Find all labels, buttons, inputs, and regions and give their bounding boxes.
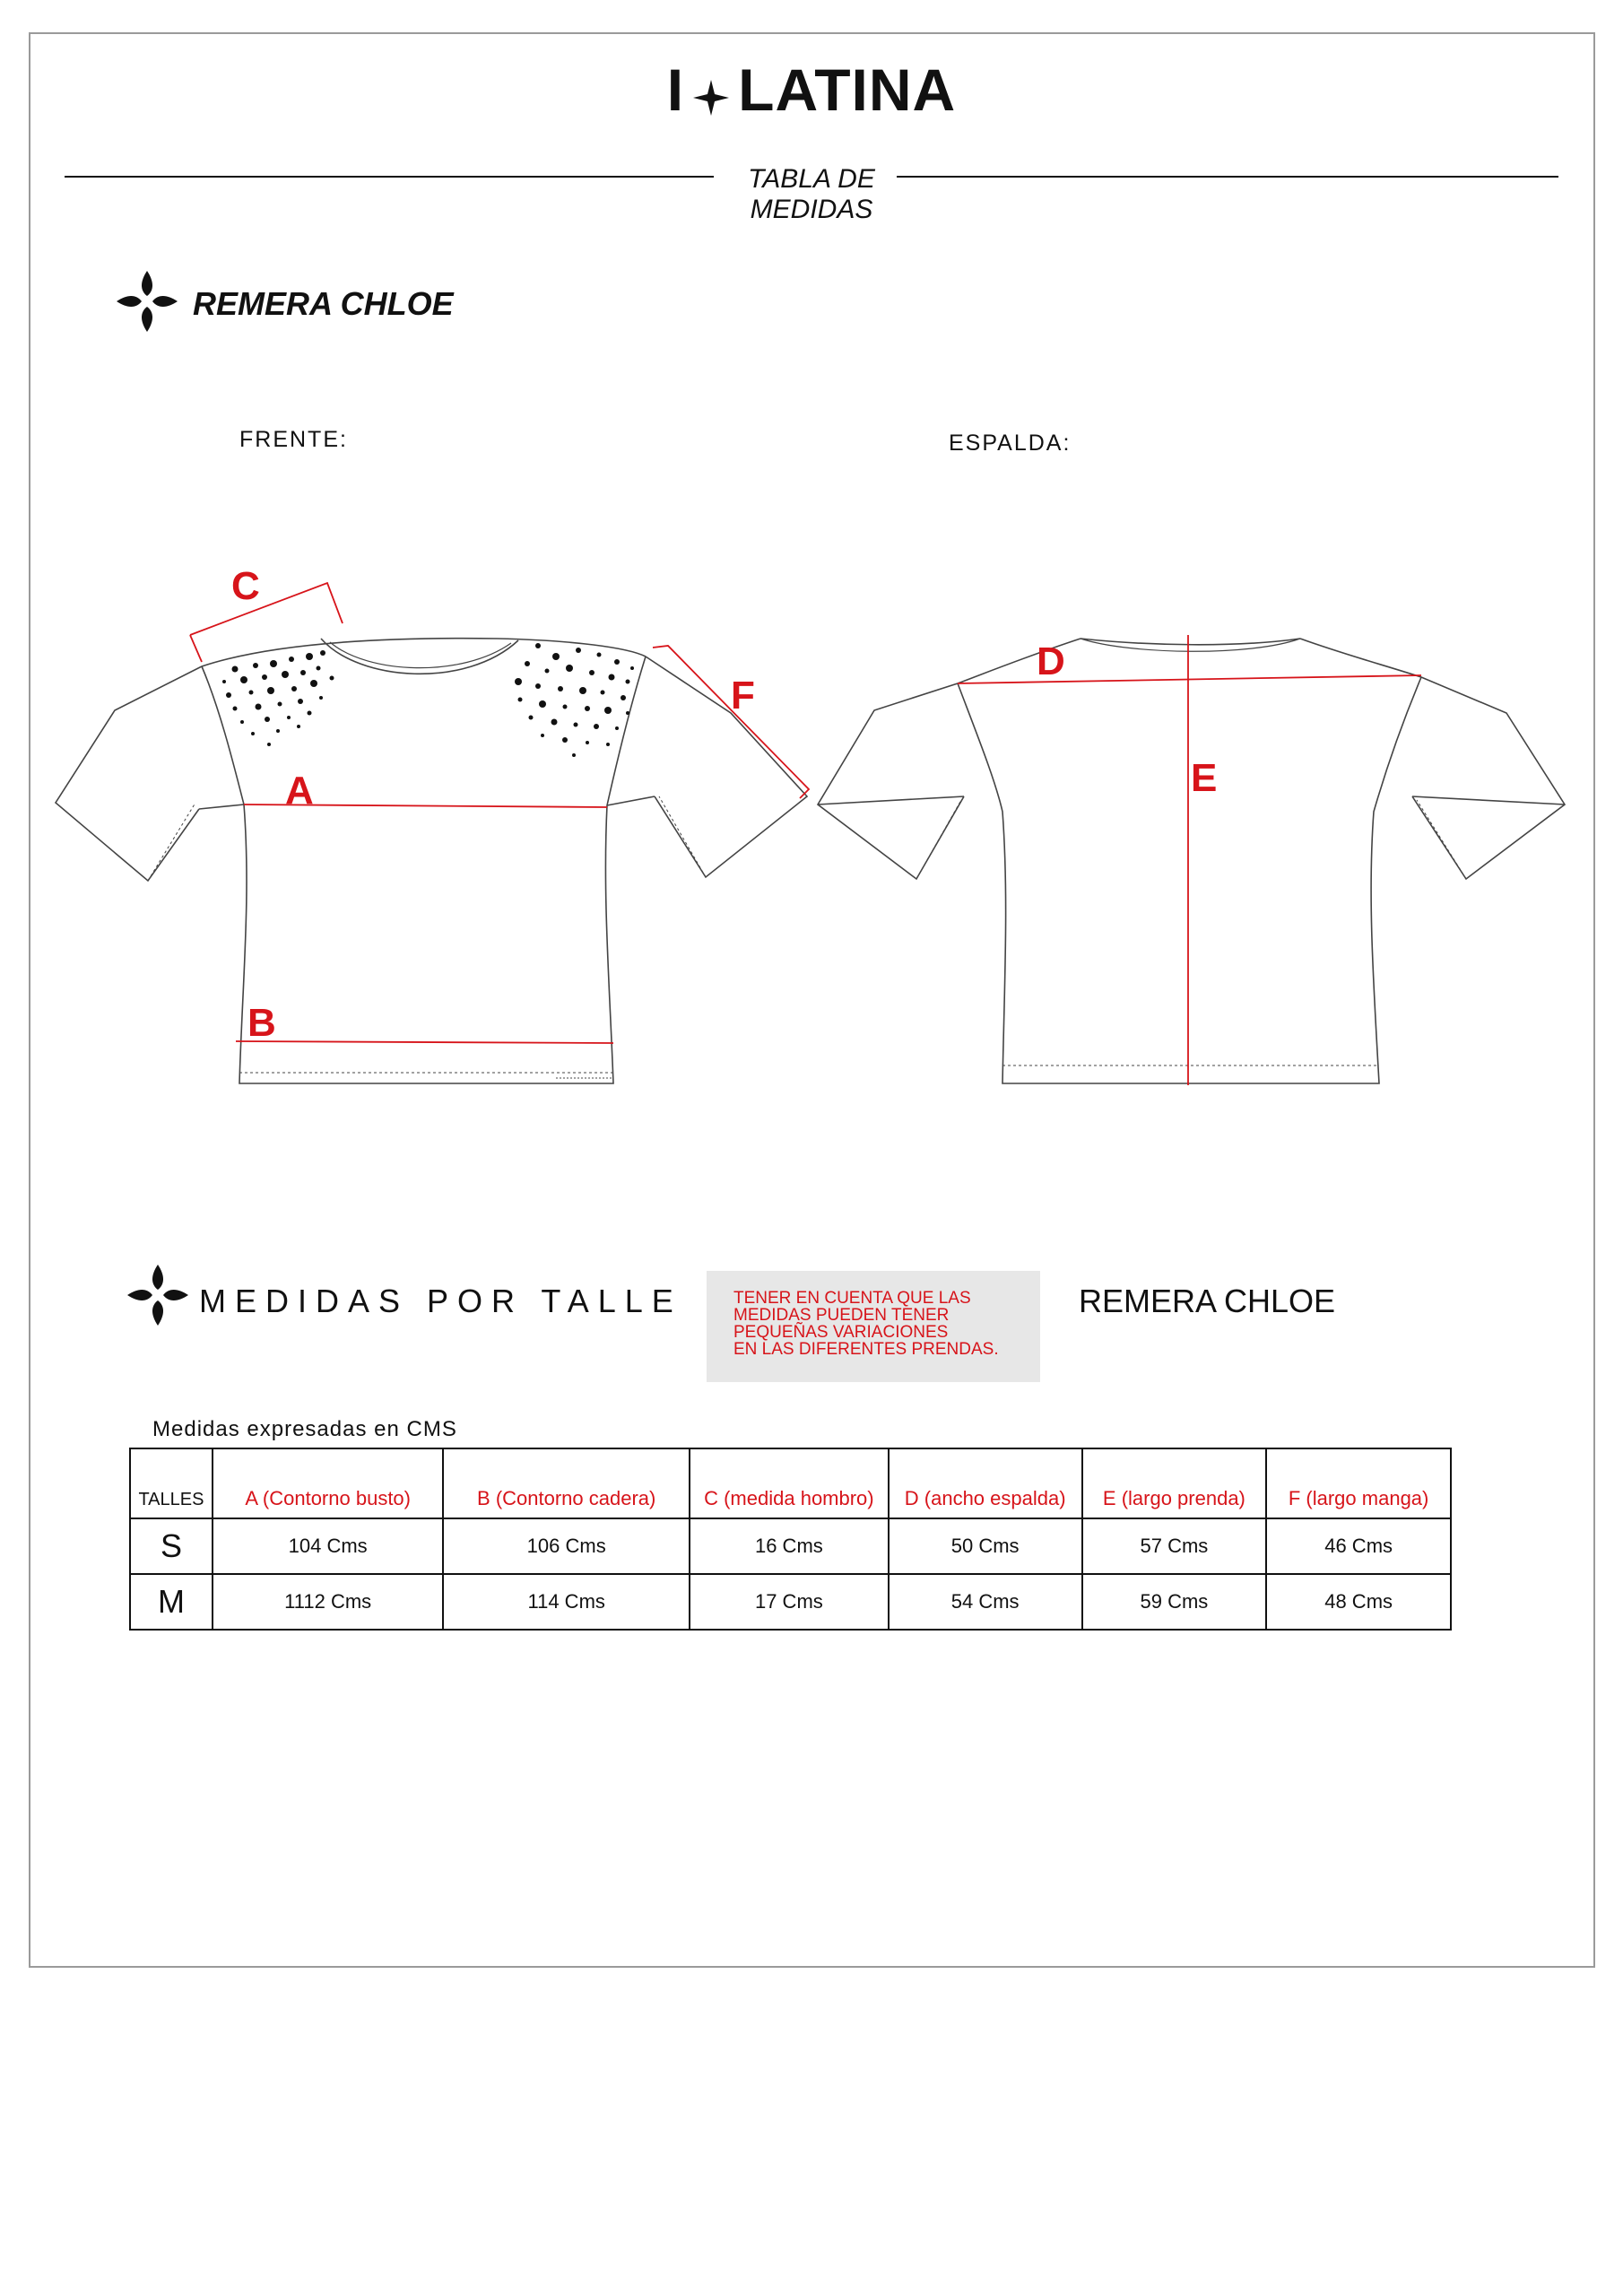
header-talles: TALLES <box>130 1448 213 1518</box>
measure-letter-a: A <box>285 769 314 813</box>
value-cell: 104 Cms <box>213 1518 444 1574</box>
value-cell: 46 Cms <box>1266 1518 1451 1574</box>
value-cell: 54 Cms <box>889 1574 1082 1630</box>
value-cell: 59 Cms <box>1082 1574 1267 1630</box>
value-cell: 57 Cms <box>1082 1518 1267 1574</box>
garment-title: REMERA CHLOE <box>193 285 454 322</box>
front-drawing <box>56 639 807 1083</box>
subtitle-line-2: MEDIDAS <box>750 195 873 224</box>
measure-letter-c: C <box>231 564 260 608</box>
note-line: EN LAS DIFERENTES PRENDAS. <box>733 1340 999 1359</box>
size-cell: S <box>130 1518 213 1574</box>
value-cell: 48 Cms <box>1266 1574 1451 1630</box>
table-row <box>130 1518 1451 1574</box>
value-cell: 106 Cms <box>443 1518 690 1574</box>
header-c: C (medida hombro) <box>690 1448 889 1518</box>
measure-letter-f: F <box>731 674 755 718</box>
table-row <box>130 1574 1451 1630</box>
quatrefoil-icon <box>126 1263 190 1327</box>
value-cell: 50 Cms <box>889 1518 1082 1574</box>
brand-left: I <box>666 57 685 123</box>
table-header-row <box>130 1448 1451 1518</box>
front-view-label: FRENTE: <box>239 427 348 452</box>
header-e: E (largo prenda) <box>1082 1448 1267 1518</box>
value-cell: 17 Cms <box>690 1574 889 1630</box>
front-studs <box>222 643 634 757</box>
value-cell: 114 Cms <box>443 1574 690 1630</box>
note-line: MEDIDAS PUEDEN TENER <box>733 1306 950 1325</box>
subtitle-line-1: TABLA DE <box>748 164 875 194</box>
header-d: D (ancho espalda) <box>889 1448 1082 1518</box>
front-measure-lines <box>190 583 809 1043</box>
size-cell: M <box>130 1574 213 1630</box>
value-cell: 16 Cms <box>690 1518 889 1574</box>
size-table <box>129 1448 1452 1631</box>
note-line: PEQUEÑAS VARIACIONES <box>733 1323 949 1342</box>
measure-letter-b: B <box>247 1001 276 1045</box>
back-drawing <box>818 639 1565 1083</box>
value-cell: 1112 Cms <box>213 1574 444 1630</box>
back-measure-lines <box>958 635 1421 1085</box>
back-view-label: ESPALDA: <box>949 430 1072 456</box>
header-f: F (largo manga) <box>1266 1448 1451 1518</box>
measure-letter-d: D <box>1037 639 1065 683</box>
note-line: TENER EN CUENTA QUE LAS <box>733 1289 971 1308</box>
brand-right: LATINA <box>738 57 957 123</box>
header-b: B (Contorno cadera) <box>443 1448 690 1518</box>
units-caption: Medidas expresadas en CMS <box>152 1417 457 1441</box>
header-a: A (Contorno busto) <box>213 1448 444 1518</box>
measure-letter-e: E <box>1191 756 1218 800</box>
product-name: REMERA CHLOE <box>1079 1283 1336 1319</box>
variation-note <box>707 1271 1040 1382</box>
sizes-section-title: MEDIDAS POR TALLE <box>199 1283 682 1319</box>
